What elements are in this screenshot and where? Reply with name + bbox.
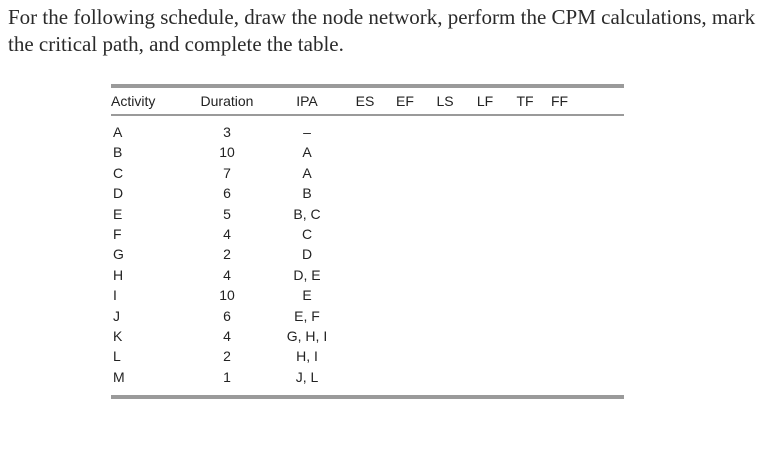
es-cell (345, 204, 385, 224)
ls-cell (425, 204, 465, 224)
table-body (111, 116, 624, 395)
es-cell (345, 116, 385, 142)
ff-cell (545, 346, 624, 366)
ef-cell (385, 285, 425, 305)
lf-cell (465, 163, 505, 183)
ipa-cell: A (302, 144, 312, 161)
duration-cell: 10 (219, 144, 235, 161)
ff-cell (545, 265, 624, 285)
ipa-cell: G, H, I (286, 328, 328, 345)
ipa-cell: B (302, 185, 312, 202)
lf-cell (465, 224, 505, 244)
ef-cell (385, 367, 425, 395)
table-row (111, 265, 624, 285)
ipa-cell: – (303, 124, 311, 140)
ef-cell (385, 326, 425, 346)
header-duration: Duration (200, 93, 254, 109)
tf-cell (505, 346, 545, 366)
activity-cell: A (113, 124, 123, 140)
ls-cell (425, 346, 465, 366)
lf-cell (465, 116, 505, 142)
ef-cell (385, 265, 425, 285)
ef-cell (385, 224, 425, 244)
activity-cell: G (113, 246, 124, 263)
tf-cell (505, 142, 545, 162)
table-row (111, 183, 624, 203)
activity-cell: F (113, 226, 122, 243)
activity-cell: L (113, 348, 121, 365)
lf-cell (465, 367, 505, 395)
header-ls: LS (436, 93, 454, 109)
header-es: ES (355, 93, 375, 109)
ff-cell (545, 116, 624, 142)
ls-cell (425, 367, 465, 395)
ef-cell (385, 244, 425, 264)
ipa-cell: B, C (293, 205, 321, 222)
ff-cell (545, 163, 624, 183)
table-bottom-rule (111, 395, 624, 399)
duration-cell: 1 (223, 368, 231, 385)
ff-cell (545, 306, 624, 326)
ff-cell (545, 367, 624, 395)
schedule-table (111, 88, 624, 395)
ef-cell (385, 163, 425, 183)
header-lf: LF (476, 93, 494, 109)
table-row (111, 204, 624, 224)
table-row (111, 163, 624, 183)
ls-cell (425, 285, 465, 305)
tf-cell (505, 326, 545, 346)
duration-cell: 4 (223, 266, 231, 283)
duration-cell: 3 (223, 124, 231, 140)
ff-cell (545, 142, 624, 162)
tf-cell (505, 306, 545, 326)
ff-cell (545, 244, 624, 264)
es-cell (345, 244, 385, 264)
tf-cell (505, 367, 545, 395)
header-activity: Activity (111, 93, 156, 109)
duration-cell: 2 (223, 348, 231, 365)
es-cell (345, 142, 385, 162)
duration-cell: 6 (223, 307, 231, 324)
ef-cell (385, 306, 425, 326)
es-cell (345, 367, 385, 395)
header-tf: TF (516, 93, 534, 109)
lf-cell (465, 306, 505, 326)
header-ff: FF (551, 93, 569, 109)
tf-cell (505, 204, 545, 224)
table-row (111, 116, 624, 142)
ipa-cell: J, L (295, 368, 319, 385)
table-row (111, 346, 624, 366)
es-cell (345, 163, 385, 183)
ls-cell (425, 326, 465, 346)
activity-cell: I (113, 287, 117, 304)
activity-cell: J (113, 307, 120, 324)
activity-cell: H (113, 266, 124, 283)
duration-cell: 2 (223, 246, 231, 263)
tf-cell (505, 244, 545, 264)
ef-cell (385, 183, 425, 203)
ipa-cell: C (301, 226, 313, 243)
problem-statement: For the following schedule, draw the node network, perform the CPM calculations, mark the critical path, and complete the table. (8, 5, 756, 56)
ef-cell (385, 346, 425, 366)
ls-cell (425, 224, 465, 244)
ls-cell (425, 265, 465, 285)
tf-cell (505, 285, 545, 305)
es-cell (345, 346, 385, 366)
lf-cell (465, 346, 505, 366)
es-cell (345, 265, 385, 285)
ff-cell (545, 224, 624, 244)
es-cell (345, 183, 385, 203)
ef-cell (385, 204, 425, 224)
schedule-table-container (111, 84, 624, 399)
table-row (111, 326, 624, 346)
activity-cell: E (113, 205, 123, 222)
es-cell (345, 306, 385, 326)
tf-cell (505, 163, 545, 183)
table-row (111, 142, 624, 162)
activity-cell: M (113, 368, 125, 385)
tf-cell (505, 265, 545, 285)
ls-cell (425, 244, 465, 264)
lf-cell (465, 204, 505, 224)
table-row (111, 244, 624, 264)
table-row (111, 224, 624, 244)
lf-cell (465, 265, 505, 285)
lf-cell (465, 183, 505, 203)
table-row (111, 306, 624, 326)
duration-cell: 7 (223, 164, 231, 181)
lf-cell (465, 326, 505, 346)
tf-cell (505, 224, 545, 244)
tf-cell (505, 183, 545, 203)
activity-cell: C (113, 164, 124, 181)
ls-cell (425, 183, 465, 203)
table-header-row (111, 88, 624, 114)
ff-cell (545, 183, 624, 203)
ef-cell (385, 116, 425, 142)
ls-cell (425, 306, 465, 326)
ipa-cell: D (301, 246, 313, 263)
table-row (111, 367, 624, 395)
ls-cell (425, 116, 465, 142)
header-ipa: IPA (296, 93, 318, 109)
ls-cell (425, 142, 465, 162)
es-cell (345, 285, 385, 305)
ipa-cell: A (302, 164, 312, 181)
activity-cell: B (113, 144, 123, 161)
activity-cell: D (113, 185, 124, 202)
es-cell (345, 326, 385, 346)
header-ef: EF (396, 93, 414, 109)
lf-cell (465, 244, 505, 264)
ipa-cell: E, F (294, 307, 320, 324)
ls-cell (425, 163, 465, 183)
duration-cell: 4 (223, 328, 231, 345)
tf-cell (505, 116, 545, 142)
duration-cell: 4 (223, 226, 231, 243)
lf-cell (465, 142, 505, 162)
duration-cell: 6 (223, 185, 231, 202)
duration-cell: 10 (219, 287, 235, 304)
activity-cell: K (113, 328, 123, 345)
lf-cell (465, 285, 505, 305)
ff-cell (545, 285, 624, 305)
ef-cell (385, 142, 425, 162)
duration-cell: 5 (223, 205, 231, 222)
ipa-cell: D, E (293, 266, 321, 283)
ff-cell (545, 204, 624, 224)
ipa-cell: H, I (296, 348, 318, 365)
es-cell (345, 224, 385, 244)
ff-cell (545, 326, 624, 346)
table-row (111, 285, 624, 305)
ipa-cell: E (302, 287, 312, 304)
